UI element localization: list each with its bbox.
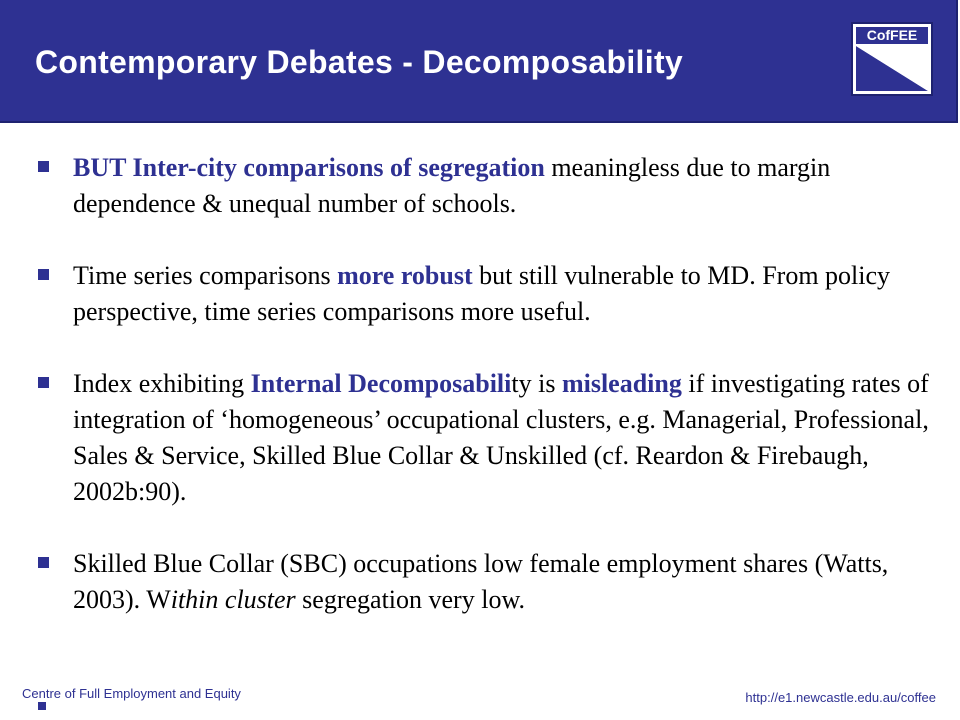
bullet-list (38, 150, 938, 654)
footer-organization: Centre of Full Employment and Equity (22, 686, 241, 701)
square-bullet-icon (38, 269, 49, 280)
text: ty is (511, 369, 562, 398)
square-bullet-icon (38, 161, 49, 172)
bold-text: misleading (561, 369, 682, 398)
list-item (38, 546, 938, 618)
bold-text: more robust (337, 261, 473, 290)
text: Skilled Blue Collar (SBC) occupations low female employment shares (Watts, 2003). W (73, 549, 889, 614)
slide-title: Contemporary Debates - Decomposability (35, 44, 683, 80)
list-item (38, 366, 938, 510)
bold-text: BUT Inter-city comparisons of segregation (73, 153, 545, 182)
text: meaningless due to margin dependence & unequal number of schools. (73, 153, 831, 218)
footer-square-icon (38, 702, 46, 710)
bold-text: Internal Decomposabili (250, 369, 512, 398)
text: Time series comparisons (73, 261, 338, 290)
coffee-logo (851, 22, 933, 96)
square-bullet-icon (38, 557, 49, 568)
square-bullet-icon (38, 377, 49, 388)
text: Index exhibiting (73, 369, 251, 398)
text: segregation very low. (295, 585, 526, 614)
footer-url[interactable]: http://e1.newcastle.edu.au/coffee (745, 690, 936, 705)
logo-text: CofFEE (866, 27, 918, 43)
list-item (38, 150, 938, 222)
title-bar (0, 0, 958, 123)
list-item (38, 258, 938, 330)
text: if investigating rates of integration of ‘homogeneous’ occupational clusters, e.g. Managerial, Professional, Sales & Service, Skilled Blue Collar & Unskilled (cf. Reardon & Firebaugh, 2002b:90). (73, 369, 929, 506)
text: but still vulnerable to MD. From policy perspective, time series comparisons more useful. (73, 261, 891, 326)
italic-text: ithin cluster (170, 585, 296, 614)
